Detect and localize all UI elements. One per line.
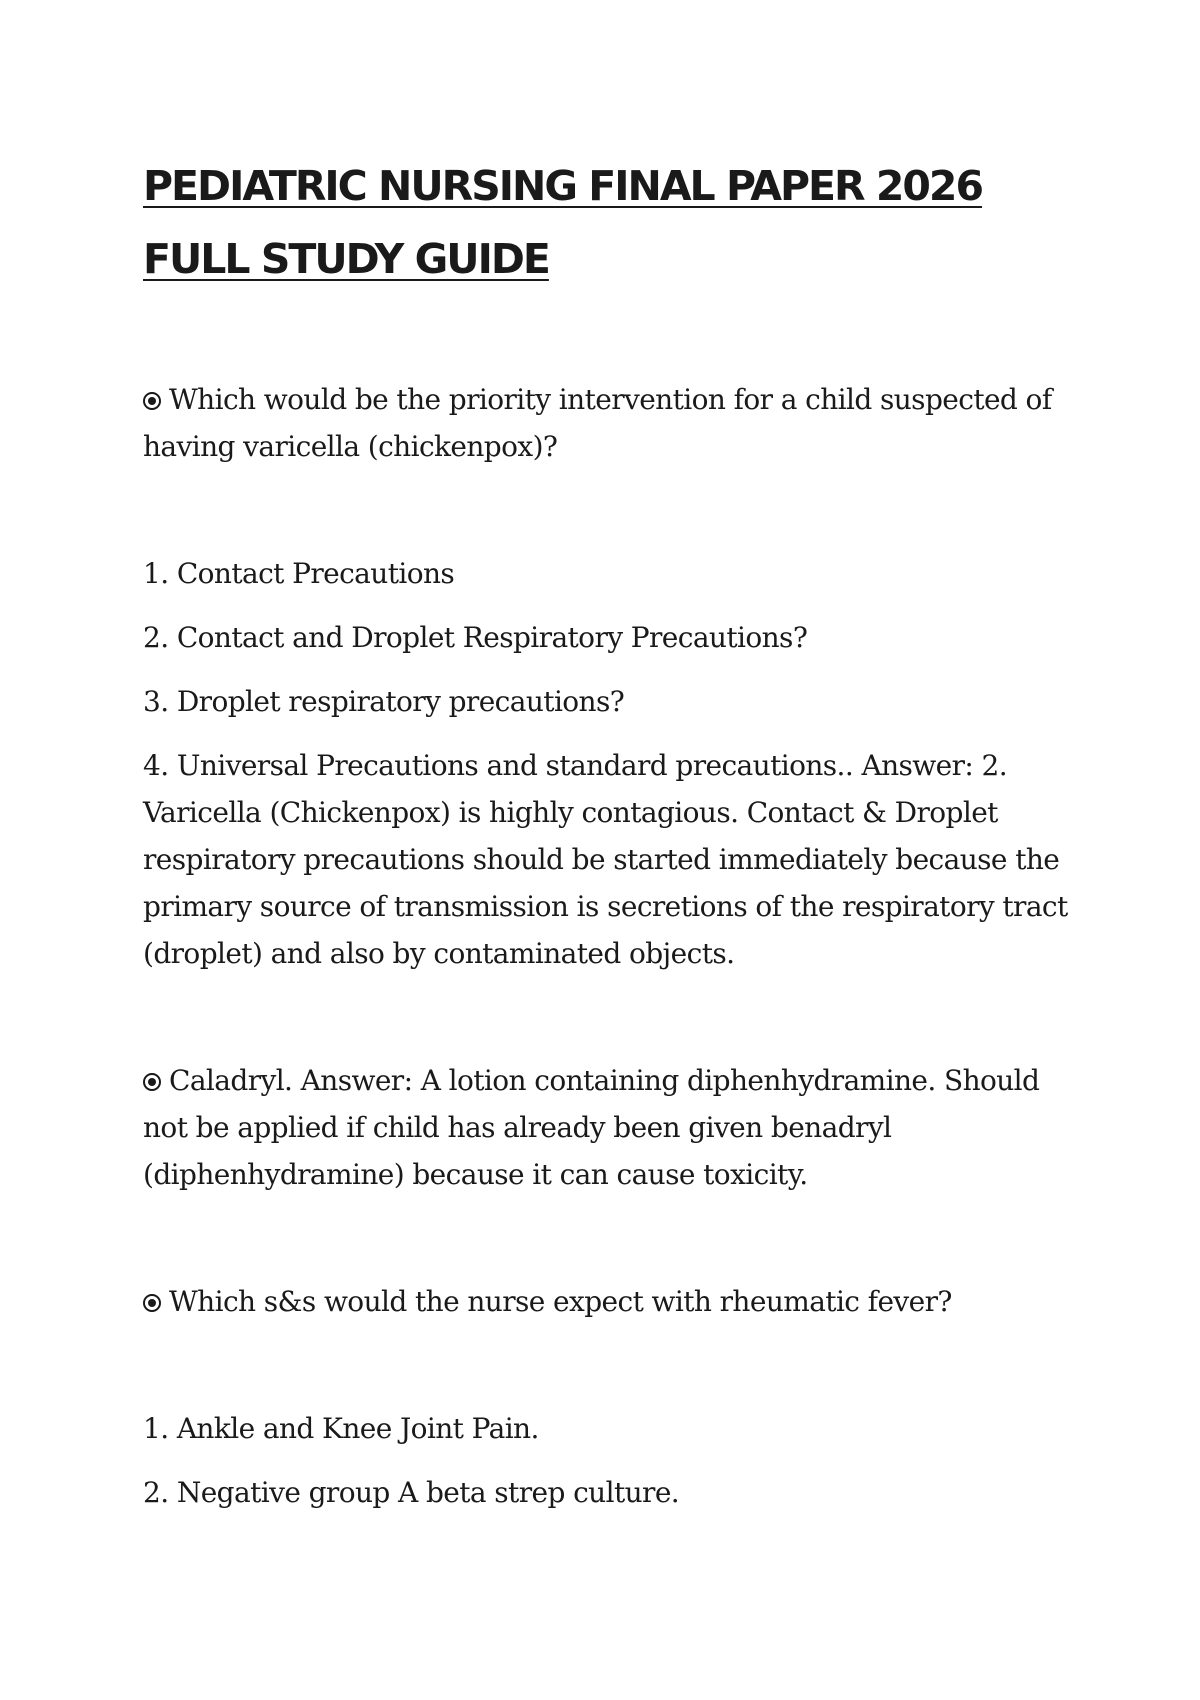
question-2-text: Caladryl. Answer: A lotion containing diphenhydramine. Should not be applied if child has already been given benadryl (diphenhydramine) because it can cause toxicity. [143,1064,1040,1191]
question-1-option-2: 2. Contact and Droplet Respiratory Precautions? [143,621,808,654]
question-3 [143,1278,1073,1325]
question-3-text: Which s&s would the nurse expect with rheumatic fever? [169,1285,952,1318]
radio-bullet-icon [143,1294,161,1312]
page-title-text: PEDIATRIC NURSING FINAL PAPER 2026 FULL STUDY GUIDE [143,162,982,283]
radio-bullet-icon [143,1073,161,1091]
question-2 [143,1057,1073,1198]
question-3-option-1: 1. Ankle and Knee Joint Pain. [143,1412,539,1445]
question-1-options [143,550,1073,977]
question-1 [143,376,1073,470]
question-1-text: Which would be the priority intervention for a child suspected of having varicella (chickenpox)? [143,383,1052,463]
question-1-option-3: 3. Droplet respiratory precautions? [143,685,625,718]
question-1-option-1: 1. Contact Precautions [143,557,455,590]
question-1-option-4-answer: 4. Universal Precautions and standard precautions.. Answer: 2. Varicella (Chickenpox) is highly contagious. Contact & Droplet respiratory precautions should be started immediately because the primary source of transmission is secretions of the respiratory tract (droplet) and also by contaminated objects. [143,749,1068,970]
page-title [143,150,1073,296]
question-3-options [143,1405,1073,1516]
document-page [143,150,1073,1533]
question-3-option-2: 2. Negative group A beta strep culture. [143,1476,680,1509]
radio-bullet-icon [143,392,161,410]
